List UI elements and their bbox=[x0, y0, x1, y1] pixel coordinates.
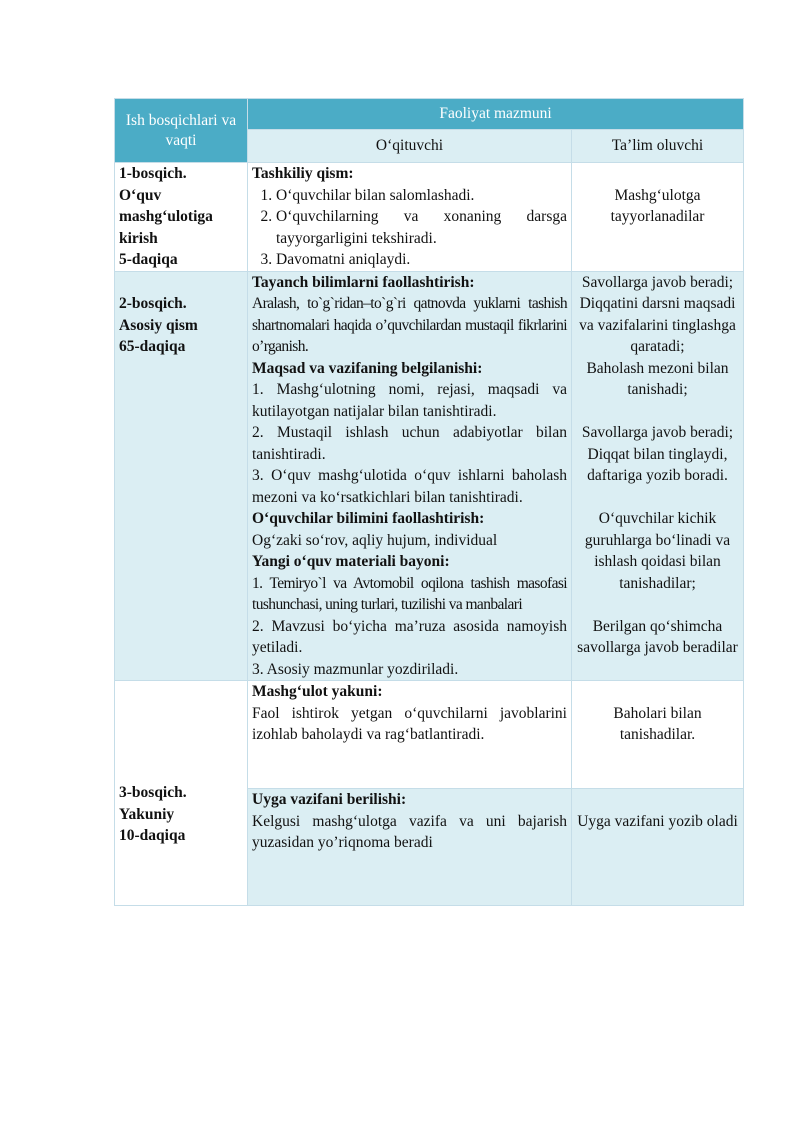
organizational-list bbox=[252, 185, 567, 271]
stage2-title: 2-bosqich. Asosiy qism 65-daqiqa bbox=[115, 271, 248, 681]
homework-teacher-cell: Uyga vazifani berilishi: Kelgusi mashg‘ulotga vazifa va uni bajarish yuzasidan yo’riqnoma beradi bbox=[248, 789, 572, 906]
section-heading: Uyga vazifani berilishi: bbox=[252, 791, 407, 808]
section-heading: Yangi o‘quv materiali bayoni: bbox=[252, 553, 450, 570]
stage2-teacher-cell: Tayanch bilimlarni faollashtirish: Aralash, to`g`ridan–to`g`ri qatnovda yuklarni tashish shartnomalari haqida o’quvchilardan mustaqil fikrlarini o’rganish. Maqsad va vazifaning belgilanishi: 1. Mashg‘ulotning nomi, rejasi, maqsadi va kutilayotgan natijalar bilan tanishtiradi. 2. Mustaqil ishlash uchun adabiyotlar bilan tanishtiradi. 3. O‘quv mashg‘ulotida o‘quv ishlarni baholash mezoni va ko‘rsatkichlari bilan tanishtiradi. O‘quvchilar bilimini faollashtirish: Og‘zaki so‘rov, aqliy hujum, individual Yangi o‘quv materiali bayoni: 1. Temiryo`l va Avtomobil oqilona tashish masofasi tushunchasi, uning turlari, tuzilishi va manbalari 2. Mavzusi bo‘yicha ma’ruza asosida namoyish yetiladi. 3. Asosiy mazmunlar yozdiriladi. bbox=[248, 271, 572, 681]
stage1-teacher-cell bbox=[248, 163, 572, 272]
section-heading: Maqsad va vazifaning belgilanishi: bbox=[252, 359, 483, 377]
stage3-row-a bbox=[115, 681, 744, 789]
list-item: 3. Davomatni aniqlaydi. bbox=[276, 249, 567, 271]
section-heading: Mashg‘ulot yakuni: bbox=[252, 683, 383, 700]
stage3-teacher-cell: Mashg‘ulot yakuni: Faol ishtirok yetgan o‘quvchilarni javoblarini izohlab baholaydi va rag‘batlantiradi. bbox=[248, 681, 572, 789]
stage1-row bbox=[115, 163, 744, 272]
student-column-header: Ta’lim oluvchi bbox=[572, 130, 744, 163]
list-item: 2. O‘quvchilarning va xonaning darsga tayyorgarligini tekshiradi. bbox=[276, 206, 567, 249]
stage1-student-cell: Mashg‘ulotga tayyorlanadilar bbox=[572, 163, 744, 272]
stage2-student-cell: Savollarga javob beradi; Diqqatini darsni maqsadi va vazifalarini tinglashga qaratadi; Baholash mezoni bilan tanishadi; Savollarga javob beradi; Diqqat bilan tinglaydi, daftariga yozib boradi. O‘quvchilar kichik guruhlarga bo‘linadi va ishlash qoidasi bilan tanishadilar; Berilgan qo‘shimcha savollarga javob beradilar bbox=[572, 271, 744, 681]
activity-column-header: Faoliyat mazmuni bbox=[248, 99, 744, 130]
stage1-title: 1-bosqich. O‘quv mashg‘ulotiga kirish 5-daqiqa bbox=[115, 163, 248, 272]
homework-student-cell: Uyga vazifani yozib oladi bbox=[572, 789, 744, 906]
stage3-title: 3-bosqich. Yakuniy 10-daqiqa bbox=[115, 681, 248, 906]
list-item: 1. O‘quvchilar bilan salomlashadi. bbox=[276, 185, 567, 207]
teacher-column-header: O‘qituvchi bbox=[248, 130, 572, 163]
organizational-heading: Tashkiliy qism: bbox=[252, 165, 354, 182]
stage3-student-cell: Baholari bilan tanishadilar. bbox=[572, 681, 744, 789]
stages-column-header: Ish bosqichlari va vaqti bbox=[115, 99, 248, 163]
section-heading: O‘quvchilar bilimini faollashtirish: bbox=[252, 510, 485, 527]
lesson-plan-table bbox=[114, 98, 744, 906]
section-heading: Tayanch bilimlarni faollashtirish: bbox=[252, 273, 475, 291]
stage2-row bbox=[115, 271, 744, 681]
